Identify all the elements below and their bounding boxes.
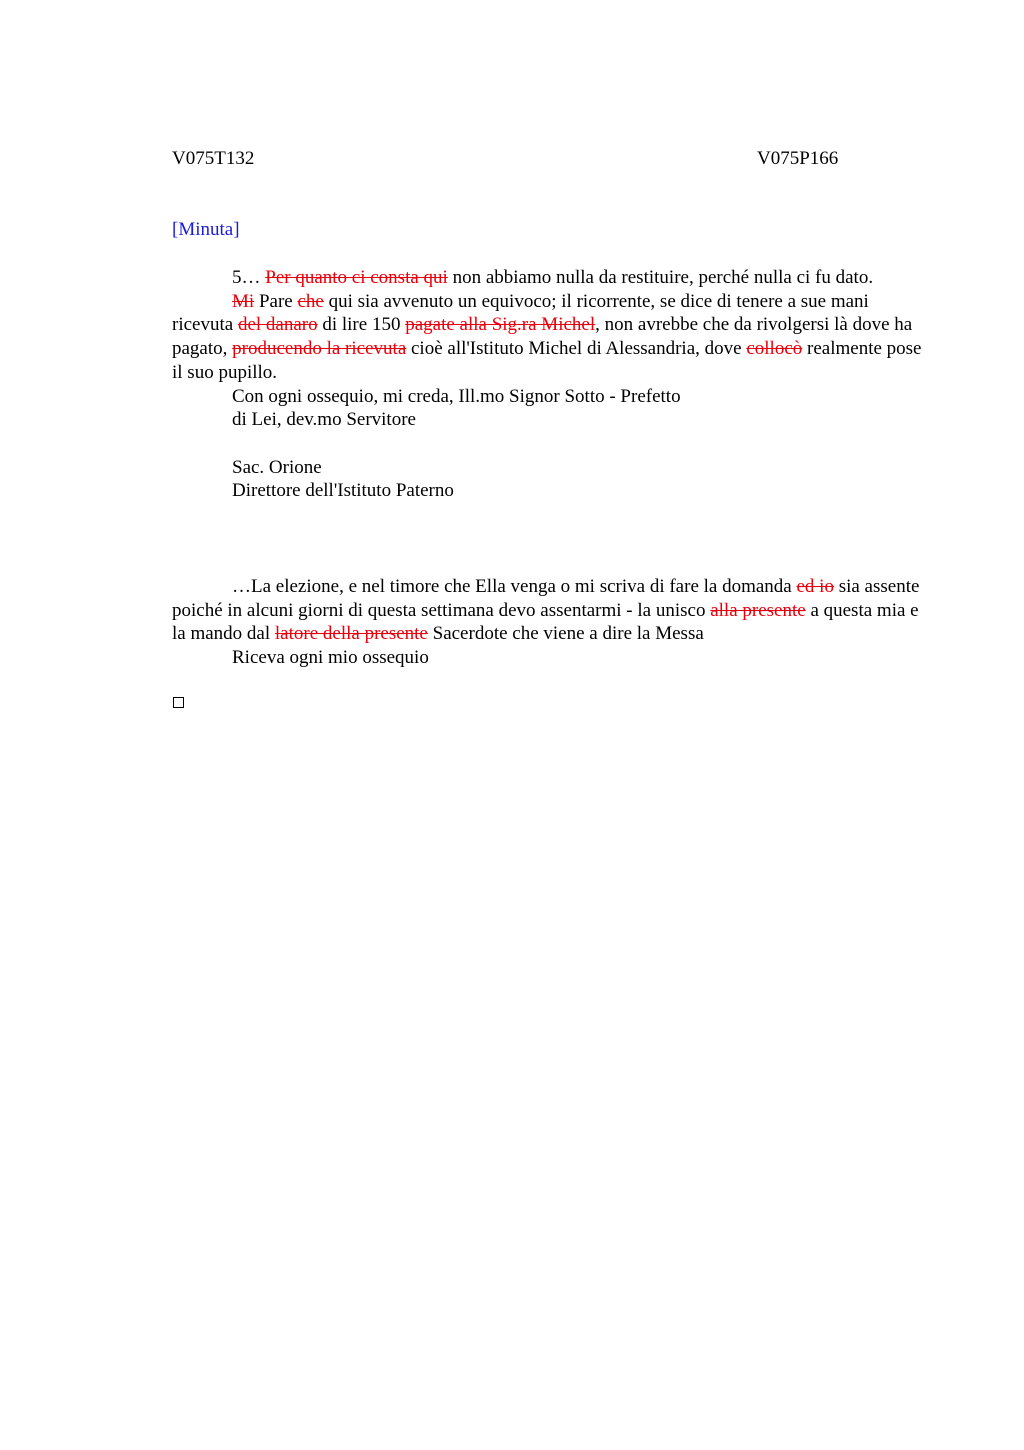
letter-1: [172, 266, 932, 503]
deleted-text: pagate alla Sig.ra Michel: [405, 314, 596, 336]
letter-2-closing: Riceva ogni mio ossequio: [232, 647, 429, 669]
text-segment: a questa mia e la mando dal: [172, 599, 919, 645]
text-segment: sia assente poiché in alcuni giorni di questa settimana devo assentarmi - la unisco: [172, 576, 920, 621]
document-code-right: V075P166: [757, 148, 839, 169]
text-segment: cioè all'Istituto Michel di Alessandria, dove: [406, 338, 747, 360]
letter-2: [172, 575, 932, 670]
text-segment: Sacerdote che viene a dire la Messa: [427, 623, 704, 645]
signature-line-1: di Lei, dev.mo Servitore: [232, 409, 416, 431]
deleted-text: producendo la ricevuta: [232, 338, 407, 360]
deleted-text: Per quanto ci consta qui: [265, 267, 448, 288]
empty-square-icon: [173, 697, 184, 708]
minuta-heading: [Minuta]: [172, 219, 240, 240]
letter-2-paragraph-1: [172, 575, 932, 646]
letter-1-paragraph-2: [172, 290, 932, 385]
deleted-text: collocò: [746, 338, 803, 360]
text-segment: realmente pose il suo pupillo.: [172, 338, 922, 383]
text-segment: 5…: [232, 267, 266, 288]
text-segment: di lire 150: [317, 314, 406, 336]
deleted-text: latore della presente: [274, 623, 428, 645]
text-segment: qui sia avvenuto un equivoco; il ricorrente, se dice di tenere a sue mani ricevuta: [172, 290, 869, 336]
deleted-text: che: [297, 290, 324, 312]
text-segment: …La elezione, e nel timore che Ella venga o mi scriva di fare la domanda: [232, 576, 797, 597]
signature-name: Sac. Orione: [232, 456, 322, 478]
text-segment: Pare: [254, 290, 298, 312]
letter-1-closing: Con ogni ossequio, mi creda, Ill.mo Signor Sotto - Prefetto: [232, 385, 681, 407]
deleted-text: del danaro: [237, 314, 318, 336]
deleted-text: ed io: [796, 576, 834, 597]
text-segment: non abbiamo nulla da restituire, perché nulla ci fu dato.: [447, 267, 874, 288]
signature-title: Direttore dell'Istituto Paterno: [232, 480, 454, 502]
deleted-text: alla presente: [710, 599, 806, 621]
letter-1-paragraph-1: [172, 266, 932, 290]
text-segment: , non avrebbe che da rivolgersi là dove ha pagato,: [172, 314, 913, 360]
signature-spacer: [172, 432, 932, 456]
deleted-text: Mi: [232, 290, 255, 312]
document-code-left: V075T132: [172, 148, 255, 169]
